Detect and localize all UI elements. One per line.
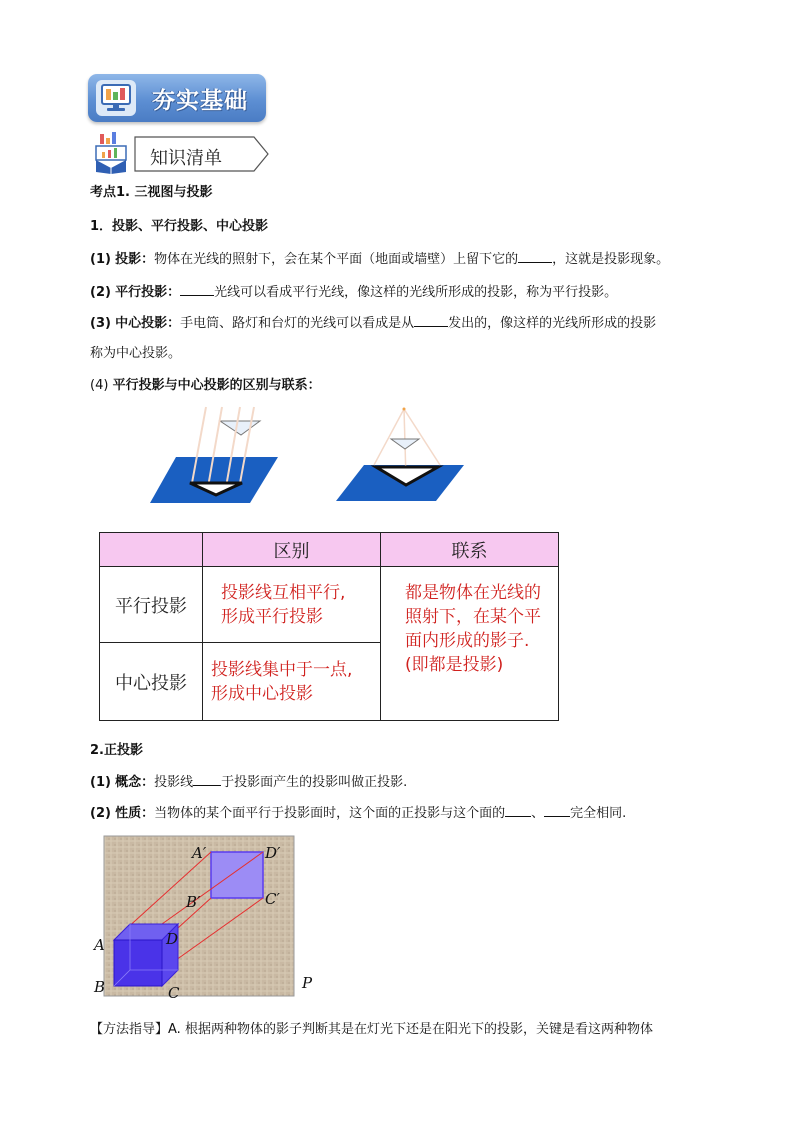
label-c: C [168,984,180,1002]
parallel-object [220,421,260,435]
table-row-label-central: 中心投影 [100,643,203,721]
item-label: 中心投影： [115,316,181,331]
item-text: 光线可以看成平行光线，像这样的光线所形成的投影，称为平行投影。 [214,285,618,300]
parallel-plane [150,457,278,503]
table-cell-relation [381,567,559,721]
item-text: 、 [531,806,545,821]
projected-square [211,852,263,898]
projection-diagrams [148,405,468,507]
table-row-label-parallel: 平行投影 [100,567,203,643]
relation-line: 都是物体在光线的 [405,583,541,603]
answer-blank[interactable] [505,803,531,817]
item-property [90,803,626,824]
orthographic-figure [90,832,330,1002]
table-cell-parallel-diff [203,567,381,643]
heading-orthographic: 2.正投影 [90,743,143,758]
method-guide [90,1020,653,1040]
light-source [403,408,406,411]
item-label: 概念： [115,775,155,790]
diff-line: 投影线集中于一点, [211,659,353,680]
banner-title: 夯实基础 [152,88,248,114]
item-central-projection [90,313,656,334]
label-d-prime: D′ [265,844,281,862]
method-text: A. 根据两种物体的影子判断其是在灯光下还是在阳光下的投影，关键是看这两种物体 [168,1022,653,1037]
label-p: P [302,974,313,992]
table-cell-central-diff [203,643,381,721]
item-num: (1) [90,775,111,790]
relation-line: 照射下，在某个平 [405,607,541,627]
item-concept [90,772,407,793]
label-d: D [166,930,179,948]
item-parallel-projection [90,282,617,303]
label-a-prime: A′ [192,844,207,862]
item-label: 平行投影： [115,285,181,300]
item-num: (3) [90,316,111,331]
diff-line: 形成中心投影 [211,683,313,704]
answer-blank[interactable] [544,803,570,817]
item-text: 手电筒、路灯和台灯的光线可以看成是从 [180,316,415,331]
answer-blank[interactable] [180,282,214,296]
label-a: A [94,936,105,954]
table-header-relation: 联系 [381,533,559,567]
item-num: (4) [90,378,109,393]
table-header-difference: 区别 [203,533,381,567]
kaodian-title: 考点1. 三视图与投影 [90,185,213,200]
diff-line: 投影线互相平行, [221,582,346,603]
item-difference [90,376,321,396]
item-text: ，这就是投影现象。 [552,252,670,267]
item-text: 完全相同. [570,806,627,821]
item-num: (2) [90,285,111,300]
item-text: 于投影面产生的投影叫做正投影. [221,775,408,790]
answer-blank[interactable] [518,249,552,263]
item-num: (2) [90,806,111,821]
central-object [391,439,419,449]
item-text: 物体在光线的照射下，会在某个平面（地面或墙壁）上留下它的 [154,252,519,267]
section-banner [88,74,266,122]
label-c-prime: C′ [265,890,280,908]
item-label: 平行投影与中心投影的区别与联系： [112,378,321,393]
item-central-projection-cont: 称为中心投影。 [90,346,182,361]
book-chart-icon [94,132,128,174]
relation-line: 面内形成的影子. [405,631,530,651]
method-label: 【方法指导】 [90,1022,169,1037]
item-projection [90,249,669,270]
item-num: (1) [90,252,111,267]
item-label: 性质： [115,806,155,821]
heading-projection: 1．投影、平行投影、中心投影 [90,219,269,234]
item-text: 当物体的某个面平行于投影面时，这个面的正投影与这个面的 [154,806,506,821]
table-header-empty [100,533,203,567]
item-text: 投影线 [154,775,194,790]
comparison-table [99,532,559,721]
item-text: 发出的，像这样的光线所形成的投影 [448,316,657,331]
answer-blank[interactable] [414,313,448,327]
relation-line: (即都是投影) [405,655,504,675]
label-b-prime: B′ [186,893,201,911]
answer-blank[interactable] [193,772,221,786]
computer-monitor-icon [96,80,136,116]
diff-line: 形成平行投影 [221,606,323,627]
section-tag-label: 知识清单 [150,148,222,169]
item-label: 投影： [115,252,155,267]
label-b: B [94,978,106,996]
